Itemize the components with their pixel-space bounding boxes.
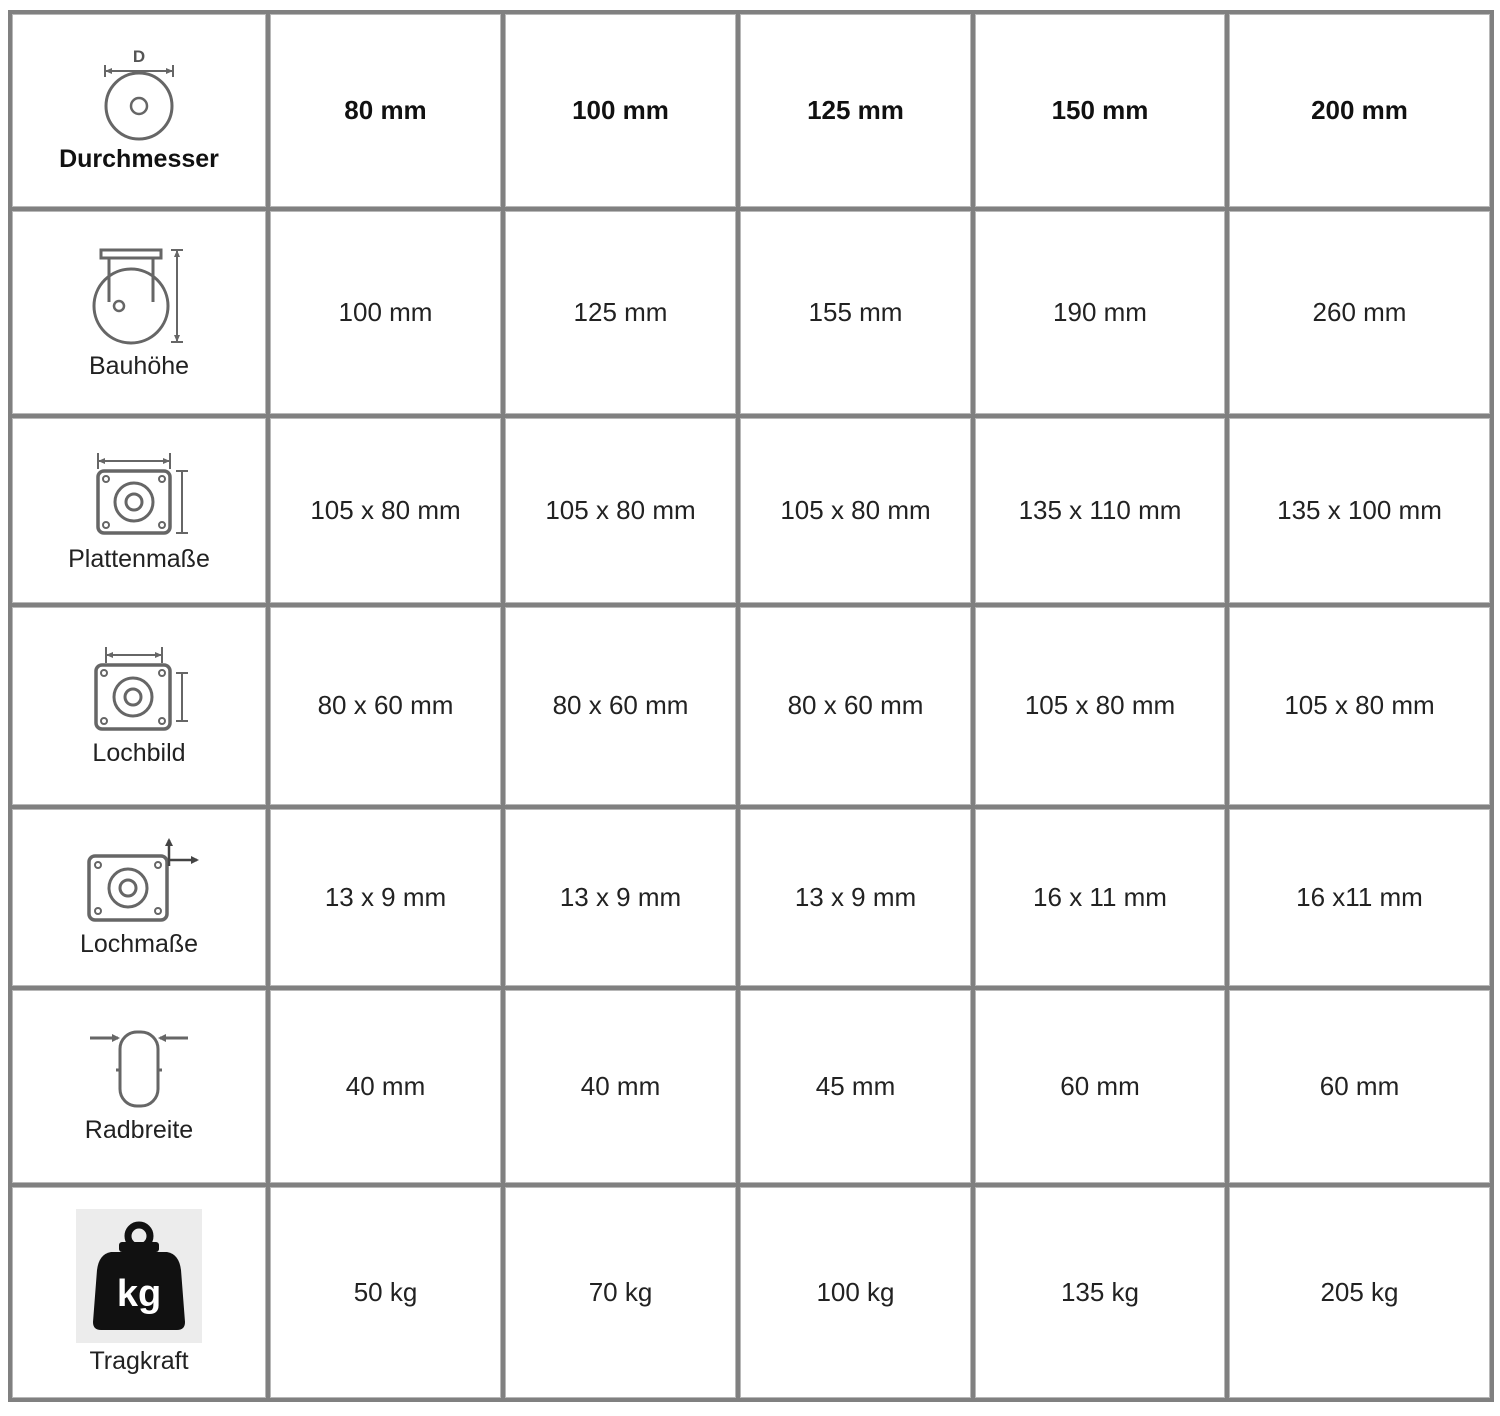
row-label-cell bbox=[12, 809, 266, 986]
table-row-lochbild bbox=[12, 607, 1490, 804]
hole-size-icon bbox=[79, 836, 199, 926]
table-cell: 200 mm bbox=[1229, 14, 1490, 207]
caster-height-icon bbox=[79, 244, 199, 348]
row-label: Bauhöhe bbox=[88, 352, 190, 381]
table-cell: 150 mm bbox=[975, 14, 1225, 207]
table-cell: 40 mm bbox=[270, 990, 501, 1183]
table-cell: 16 x 11 mm bbox=[975, 809, 1225, 986]
row-label-cell bbox=[12, 14, 266, 207]
spec-table bbox=[8, 10, 1494, 1402]
table-cell: 80 x 60 mm bbox=[505, 607, 736, 804]
row-label: Lochmaße bbox=[79, 929, 199, 958]
table-cell: 105 x 80 mm bbox=[975, 607, 1225, 804]
diameter-d-label: D bbox=[132, 47, 146, 67]
table-cell: 135 x 100 mm bbox=[1229, 418, 1490, 603]
table-cell: 105 x 80 mm bbox=[740, 418, 971, 603]
table-cell: 45 mm bbox=[740, 990, 971, 1183]
table-cell: 70 kg bbox=[505, 1187, 736, 1398]
table-cell: 135 x 110 mm bbox=[975, 418, 1225, 603]
hole-pattern-icon bbox=[84, 643, 194, 735]
kg-weight-icon bbox=[89, 1218, 189, 1334]
row-label: Tragkraft bbox=[89, 1346, 189, 1375]
spec-table-frame bbox=[8, 10, 1490, 1402]
row-label: Plattenmaße bbox=[68, 545, 210, 574]
table-row-bauhoehe bbox=[12, 211, 1490, 414]
row-label-cell bbox=[12, 1187, 266, 1398]
kg-weight-icon-box bbox=[76, 1209, 202, 1343]
table-cell: 80 mm bbox=[270, 14, 501, 207]
row-label-cell bbox=[12, 211, 266, 414]
table-cell: 100 kg bbox=[740, 1187, 971, 1398]
table-row-lochmasse bbox=[12, 809, 1490, 986]
table-row-plattenmasse bbox=[12, 418, 1490, 603]
table-row-tragkraft bbox=[12, 1187, 1490, 1398]
table-row-durchmesser bbox=[12, 14, 1490, 207]
table-cell: 155 mm bbox=[740, 211, 971, 414]
table-cell: 60 mm bbox=[1229, 990, 1490, 1183]
table-cell: 100 mm bbox=[505, 14, 736, 207]
row-label-cell bbox=[12, 607, 266, 804]
row-label: Lochbild bbox=[92, 739, 186, 768]
table-row-radbreite bbox=[12, 990, 1490, 1183]
wheel-width-icon bbox=[84, 1028, 194, 1112]
table-cell: 80 x 60 mm bbox=[270, 607, 501, 804]
row-label: Durchmesser bbox=[59, 145, 219, 174]
table-cell: 125 mm bbox=[740, 14, 971, 207]
row-label-cell bbox=[12, 418, 266, 603]
table-cell: 50 kg bbox=[270, 1187, 501, 1398]
table-cell: 190 mm bbox=[975, 211, 1225, 414]
kg-weight-label: kg bbox=[116, 1272, 162, 1315]
table-cell: 125 mm bbox=[505, 211, 736, 414]
table-cell: 105 x 80 mm bbox=[1229, 607, 1490, 804]
table-cell: 105 x 80 mm bbox=[505, 418, 736, 603]
row-label: Radbreite bbox=[84, 1115, 194, 1144]
table-cell: 16 x11 mm bbox=[1229, 809, 1490, 986]
table-cell: 135 kg bbox=[975, 1187, 1225, 1398]
table-cell: 205 kg bbox=[1229, 1187, 1490, 1398]
wheel-diameter-icon bbox=[97, 47, 181, 141]
plate-size-icon bbox=[84, 447, 194, 541]
table-cell: 60 mm bbox=[975, 990, 1225, 1183]
table-cell: 100 mm bbox=[270, 211, 501, 414]
table-cell: 105 x 80 mm bbox=[270, 418, 501, 603]
table-cell: 260 mm bbox=[1229, 211, 1490, 414]
table-cell: 13 x 9 mm bbox=[505, 809, 736, 986]
table-cell: 80 x 60 mm bbox=[740, 607, 971, 804]
table-cell: 40 mm bbox=[505, 990, 736, 1183]
table-cell: 13 x 9 mm bbox=[270, 809, 501, 986]
row-label-cell bbox=[12, 990, 266, 1183]
table-cell: 13 x 9 mm bbox=[740, 809, 971, 986]
